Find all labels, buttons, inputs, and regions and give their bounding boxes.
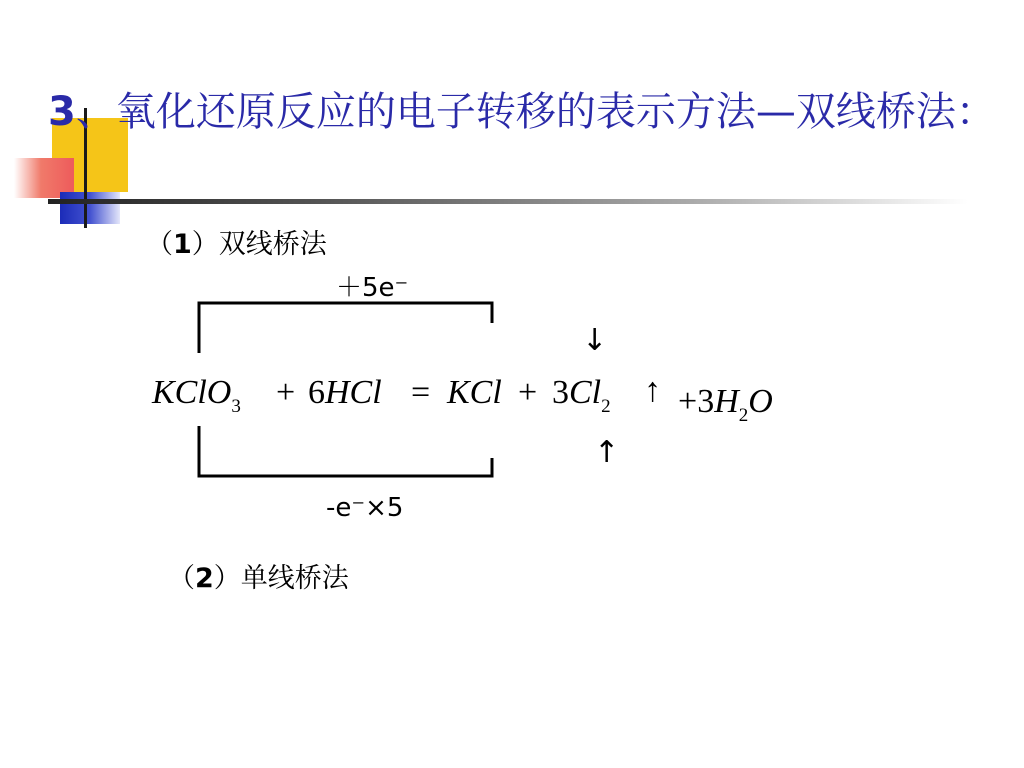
- subscript: 2: [601, 396, 611, 417]
- term-kclo3: KClO: [152, 374, 232, 411]
- subscript: 2: [738, 405, 749, 426]
- bottom-bridge-line: [199, 426, 492, 476]
- plus-sign: +: [518, 374, 538, 411]
- bottom-bridge: [199, 426, 619, 523]
- coefficient: 6: [308, 374, 325, 411]
- top-bridge-line: [199, 303, 492, 353]
- paren-open: （: [168, 563, 195, 594]
- term-cl2: Cl: [569, 374, 602, 411]
- plus-sign: +: [276, 374, 296, 411]
- chemical-equation: [151, 372, 773, 426]
- top-bridge-label: ＋5e⁻: [336, 273, 409, 303]
- equals-sign: =: [411, 374, 431, 411]
- bottom-bridge-label: -e⁻×5: [326, 493, 404, 523]
- section-number: 1: [173, 229, 192, 260]
- coefficient: 3: [552, 374, 569, 411]
- top-bridge-arrow: ↓: [582, 323, 608, 358]
- term-h2o: H: [714, 383, 739, 420]
- term-hcl: HCl: [325, 374, 382, 411]
- bottom-bridge-arrow: ↑: [594, 435, 620, 470]
- title-number: 3: [48, 89, 76, 135]
- top-bridge: [199, 273, 607, 358]
- gas-arrow: ↑: [644, 372, 661, 409]
- title-text: 、氧化还原反应的电子转移的表示方法—双线桥法：: [75, 89, 996, 135]
- section-label: 双线桥法: [218, 229, 327, 260]
- term-kcl: KCl: [447, 374, 502, 411]
- section-number: 2: [195, 563, 214, 594]
- plus-sign: +: [678, 383, 698, 420]
- section-label: 单线桥法: [240, 563, 349, 594]
- paren-open: （: [146, 229, 173, 260]
- coefficient: 3: [697, 383, 715, 420]
- term-h2o-tail: O: [748, 383, 773, 420]
- paren-close: ）: [191, 229, 219, 260]
- subscript: 3: [231, 396, 241, 417]
- paren-close: ）: [213, 563, 241, 594]
